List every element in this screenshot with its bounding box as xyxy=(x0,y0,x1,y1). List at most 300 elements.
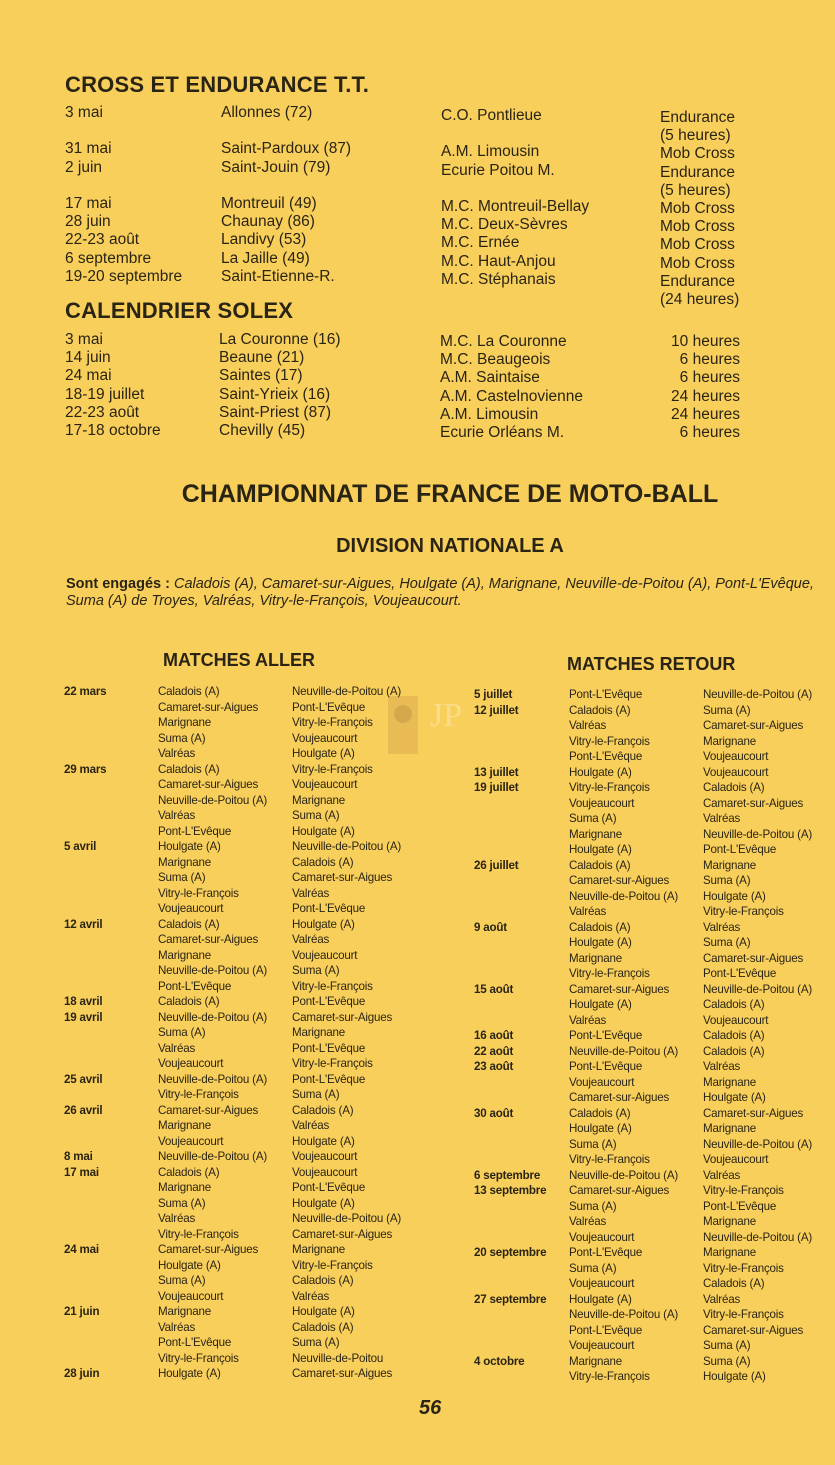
solex-durations-item: 6 heures xyxy=(679,423,740,441)
cross-dates-item: 28 juin xyxy=(65,213,111,231)
retour-home-item: Houlgate (A) xyxy=(569,936,632,949)
solex-places-item: Beaune (21) xyxy=(219,349,305,367)
aller-away-item: Voujeaucourt xyxy=(292,778,358,791)
aller-home-item: Caladois (A) xyxy=(158,917,220,931)
aller-home-item: Valréas xyxy=(158,1041,196,1055)
retour-dates-item: 12 juillet xyxy=(474,703,519,717)
aller-away-item: Pont-L'Evêque xyxy=(292,995,366,1008)
solex-places-item: Saint-Yrieix (16) xyxy=(219,385,331,403)
aller-away-item: Vitry-le-François xyxy=(292,716,373,729)
aller-away-item: Pont-L'Evêque xyxy=(292,1072,366,1086)
retour-dates-item: 13 septembre xyxy=(474,1184,547,1197)
retour-away-item: Neuville-de-Poitou (A) xyxy=(703,688,813,701)
aller-home-item: Valréas xyxy=(158,809,196,822)
solex-dates xyxy=(65,331,161,440)
retour-dates-item: 23 août xyxy=(474,1060,514,1073)
aller-dates-item xyxy=(64,793,106,809)
aller-away-item: Camaret-sur-Aigues xyxy=(292,1367,393,1380)
aller-away-item: Houlgate (A) xyxy=(292,917,355,931)
aller-home-item: Neuville-de-Poitou (A) xyxy=(158,793,268,807)
retour-away-item: Marignane xyxy=(703,734,756,748)
aller-home-item: Neuville-de-Poitou (A) xyxy=(158,964,268,977)
retour-away-item: Valréas xyxy=(703,1060,741,1073)
aller-away-item: Neuville-de-Poitou (A) xyxy=(292,840,402,853)
retour-dates-item: 16 août xyxy=(474,1029,514,1042)
retour-dates-item xyxy=(474,842,546,858)
cross-dates-item: 3 mai xyxy=(65,104,103,121)
retour-dates-item xyxy=(474,1152,546,1168)
aller-dates-item xyxy=(64,932,106,948)
aller-home-item: Houlgate (A) xyxy=(158,1258,221,1272)
solex-dates-item: 22-23 août xyxy=(65,403,140,421)
aller-away-item: Pont-L'Evêque xyxy=(292,902,366,915)
aller-dates-item xyxy=(64,870,106,886)
aller-dates-item xyxy=(64,963,106,979)
aller-dates-item xyxy=(64,948,106,964)
solex-places-item: Saintes (17) xyxy=(219,367,303,385)
retour-home-item: Houlgate (A) xyxy=(569,998,632,1011)
retour-away-item: Houlgate (A) xyxy=(703,889,766,903)
aller-dates-item xyxy=(64,886,106,902)
aller-home-item: Marignane xyxy=(158,1305,211,1318)
aller-away-item: Valréas xyxy=(292,1289,330,1303)
aller-home-item: Voujeaucourt xyxy=(158,1057,224,1070)
cross-types-item: Mob Cross xyxy=(660,254,735,272)
aller-away xyxy=(292,684,401,1382)
aller-away-item: Vitry-le-François xyxy=(292,1057,373,1070)
aller-away-item: Voujeaucourt xyxy=(292,1150,358,1163)
retour-away-item: Suma (A) xyxy=(703,874,751,887)
solex-title: CALENDRIER SOLEX xyxy=(65,298,294,323)
retour-away-item: Neuville-de-Poitou (A) xyxy=(703,982,813,996)
retour-dates-item xyxy=(474,935,546,951)
aller-away-item: Camaret-sur-Aigues xyxy=(292,871,393,884)
retour-home-item: Vitry-le-François xyxy=(569,967,650,980)
solex-dates-item: 18-19 juillet xyxy=(65,385,145,403)
solex-clubs xyxy=(440,333,583,442)
retour-home-item: Valréas xyxy=(569,905,607,918)
retour-dates-item xyxy=(474,734,546,750)
cross-clubs-item: M.C. Deux-Sèvres xyxy=(441,216,568,234)
aller-dates-item xyxy=(64,1211,106,1227)
retour-away-item: Valréas xyxy=(703,1168,741,1182)
aller-home-item: Caladois (A) xyxy=(158,1165,220,1179)
cross-types-item: (24 heures) xyxy=(660,290,740,308)
aller-dates-item: 24 mai xyxy=(64,1243,99,1256)
watermark-stamp-icon xyxy=(380,686,480,766)
retour-dates-item xyxy=(474,966,546,982)
solex-places xyxy=(219,331,341,440)
aller-away-item: Camaret-sur-Aigues xyxy=(292,1227,393,1241)
retour-home-item: Pont-L'Evêque xyxy=(569,1246,643,1259)
retour-dates-item: 30 août xyxy=(474,1106,514,1120)
cross-types-item: Endurance xyxy=(660,163,735,181)
retour-dates-item xyxy=(474,1261,546,1277)
retour-home-item: Houlgate (A) xyxy=(569,1122,632,1135)
aller-away-item: Suma (A) xyxy=(292,809,340,822)
retour-dates-item xyxy=(474,873,546,889)
championship-title: CHAMPIONNAT DE FRANCE DE MOTO-BALL xyxy=(181,480,719,508)
retour-home-item: Valréas xyxy=(569,1013,607,1027)
cross-places-item: Allonnes (72) xyxy=(221,104,313,121)
solex-clubs-item: A.M. Saintaise xyxy=(440,369,540,387)
cross-clubs-item: C.O. Pontlieue xyxy=(441,107,542,124)
solex-durations-item: 24 heures xyxy=(671,405,740,423)
aller-dates-item xyxy=(64,715,106,731)
aller-home-item: Camaret-sur-Aigues xyxy=(158,700,259,714)
retour-away-item: Neuville-de-Poitou (A) xyxy=(703,1230,813,1244)
aller-home-item: Voujeaucourt xyxy=(158,1134,224,1148)
cross-places-item: Landivy (53) xyxy=(221,231,307,249)
aller-dates-item xyxy=(64,824,106,840)
retour-dates-item: 20 septembre xyxy=(474,1246,547,1259)
retour-dates-item xyxy=(474,811,546,827)
aller-away-item: Caladois (A) xyxy=(292,1103,354,1117)
cross-dates-item: 22-23 août xyxy=(65,231,140,249)
aller-home-item: Voujeaucourt xyxy=(158,1289,224,1303)
aller-away-item: Voujeaucourt xyxy=(292,731,358,745)
aller-away-item: Houlgate (A) xyxy=(292,1134,355,1148)
aller-home-item: Vitry-le-François xyxy=(158,1088,239,1101)
aller-home-item: Suma (A) xyxy=(158,1196,206,1210)
retour-dates-item xyxy=(474,1013,546,1029)
cross-places-item: Saint-Pardoux (87) xyxy=(221,140,352,158)
retour-dates-item: 13 juillet xyxy=(474,765,519,779)
retour-home-item: Neuville-de-Poitou (A) xyxy=(569,1168,679,1182)
retour-dates-item: 26 juillet xyxy=(474,858,519,872)
retour-dates-item: 4 octobre xyxy=(474,1354,525,1368)
aller-home-item: Houlgate (A) xyxy=(158,840,221,853)
intro-teams: Caladois (A), Camaret-sur-Aigues, Houlgate (A), Marignane, Neuville-de-Poitou (A), Pont-L'Evêque, Suma (A) de Troyes, Valréas, Vitry-le-François, Voujeaucourt. xyxy=(66,576,814,609)
solex-clubs-item: A.M. Limousin xyxy=(440,405,539,423)
retour-away-item: Neuville-de-Poitou (A) xyxy=(703,1137,813,1151)
solex-durations-item: 24 heures xyxy=(671,387,740,405)
cross-places-item xyxy=(221,177,351,195)
retour-away-item: Suma (A) xyxy=(703,936,751,949)
aller-home-item: Voujeaucourt xyxy=(158,902,224,915)
retour-home-item: Suma (A) xyxy=(569,1261,617,1275)
retour-home-item: Camaret-sur-Aigues xyxy=(569,982,670,996)
aller-home-item: Valréas xyxy=(158,747,196,760)
cross-places xyxy=(221,104,351,286)
solex-durations-item: 6 heures xyxy=(679,351,740,369)
intro-paragraph xyxy=(66,576,835,610)
retour-home-item: Suma (A) xyxy=(569,1199,617,1213)
cross-title: CROSS ET ENDURANCE T.T. xyxy=(65,72,370,97)
cross-dates-item: 19-20 septembre xyxy=(65,267,183,285)
cross-dates-item: 6 septembre xyxy=(65,249,152,267)
retour-away-item: Valréas xyxy=(703,1292,741,1306)
cross-clubs-item: A.M. Limousin xyxy=(441,143,540,161)
retour-away-item: Caladois (A) xyxy=(703,998,765,1011)
solex-dates-item: 24 mai xyxy=(65,367,112,385)
retour-away-item: Caladois (A) xyxy=(703,1044,765,1058)
retour-dates-item xyxy=(474,1121,546,1137)
aller-dates-item xyxy=(64,901,106,917)
aller-dates-item xyxy=(64,1180,106,1196)
page-number: 56 xyxy=(419,1397,442,1419)
aller-home-item: Suma (A) xyxy=(158,731,206,745)
solex-durations-item: 6 heures xyxy=(679,369,740,387)
cross-dates-item xyxy=(65,177,182,195)
aller-away-item: Camaret-sur-Aigues xyxy=(292,1010,393,1024)
aller-away-item: Pont-L'Evêque xyxy=(292,1041,366,1055)
aller-home-item: Camaret-sur-Aigues xyxy=(158,1103,259,1117)
aller-away-item: Pont-L'Evêque xyxy=(292,700,366,714)
aller-away-item: Suma (A) xyxy=(292,1336,340,1349)
aller-dates-item xyxy=(64,1335,106,1351)
aller-home-item: Caladois (A) xyxy=(158,762,220,776)
aller-dates-item xyxy=(64,746,106,762)
aller-away-item: Voujeaucourt xyxy=(292,948,358,962)
aller-dates-item: 8 mai xyxy=(64,1150,93,1163)
retour-home-item: Vitry-le-François xyxy=(569,1370,650,1383)
aller-dates-item xyxy=(64,1258,106,1274)
aller-dates-item: 26 avril xyxy=(64,1103,103,1117)
retour-dates-item xyxy=(474,904,546,920)
aller-home-item: Houlgate (A) xyxy=(158,1367,221,1380)
aller-dates-item xyxy=(64,1289,106,1305)
retour-dates-item xyxy=(474,1338,546,1354)
retour-heading: MATCHES RETOUR xyxy=(567,654,736,674)
aller-dates-item xyxy=(64,855,106,871)
retour-away-item: Marignane xyxy=(703,858,756,872)
retour-away-item: Pont-L'Evêque xyxy=(703,967,777,980)
retour-away-item: Vitry-le-François xyxy=(703,905,784,918)
cross-dates-item: 31 mai xyxy=(65,140,112,158)
retour-home-item: Suma (A) xyxy=(569,812,617,825)
cross-clubs-item: Ecurie Poitou M. xyxy=(441,161,555,179)
aller-heading: MATCHES ALLER xyxy=(163,650,315,670)
retour-dates-item xyxy=(474,1137,546,1153)
cross-types-item: Endurance xyxy=(660,272,735,290)
aller-dates-item: 12 avril xyxy=(64,917,103,931)
aller-dates-item xyxy=(64,1273,106,1289)
aller-home-item: Camaret-sur-Aigues xyxy=(158,1243,259,1256)
retour-home-item: Valréas xyxy=(569,1215,607,1228)
aller-home-item: Marignane xyxy=(158,855,211,869)
cross-clubs-item: M.C. Haut-Anjou xyxy=(441,252,556,270)
intro-label: Sont engagés : xyxy=(66,576,170,592)
aller-away-item: Neuville-de-Poitou (A) xyxy=(292,685,402,698)
aller-dates-item: 28 juin xyxy=(64,1367,100,1380)
cross-places-item: Montreuil (49) xyxy=(221,194,317,212)
retour-dates-item: 19 juillet xyxy=(474,781,519,794)
retour-away-item: Voujeaucourt xyxy=(703,1013,769,1027)
retour-dates-item: 9 août xyxy=(474,920,507,934)
aller-away-item: Marignane xyxy=(292,1243,345,1256)
cross-dates-item xyxy=(65,122,182,140)
retour-away-item: Voujeaucourt xyxy=(703,1153,769,1166)
aller-dates-item: 21 juin xyxy=(64,1305,100,1318)
aller-away-item: Voujeaucourt xyxy=(292,1165,358,1179)
solex-dates-item: 17-18 octobre xyxy=(65,421,161,439)
retour-away-item: Voujeaucourt xyxy=(703,765,769,779)
retour-dates xyxy=(474,687,546,1385)
aller-dates-item xyxy=(64,1227,106,1243)
aller-home-item: Camaret-sur-Aigues xyxy=(158,778,259,791)
retour-home-item: Camaret-sur-Aigues xyxy=(569,1091,670,1104)
aller-away-item: Caladois (A) xyxy=(292,855,354,869)
retour-home-item: Neuville-de-Poitou (A) xyxy=(569,1308,679,1321)
aller-away-item: Houlgate (A) xyxy=(292,1305,355,1318)
retour-away-item: Camaret-sur-Aigues xyxy=(703,1323,804,1337)
retour-home-item: Suma (A) xyxy=(569,1137,617,1151)
aller-dates-item xyxy=(64,1025,106,1041)
aller-away-item: Vitry-le-François xyxy=(292,762,373,776)
aller-home-item: Valréas xyxy=(158,1320,196,1334)
retour-dates-item xyxy=(474,1369,546,1385)
aller-away-item: Houlgate (A) xyxy=(292,824,355,838)
aller-dates-item xyxy=(64,1056,106,1072)
retour-away-item: Neuville-de-Poitou (A) xyxy=(703,827,813,841)
retour-home-item: Houlgate (A) xyxy=(569,843,632,856)
retour-away-item: Marignane xyxy=(703,1122,756,1135)
aller-away-item: Caladois (A) xyxy=(292,1320,354,1334)
solex-places-item: Saint-Priest (87) xyxy=(219,403,331,421)
cross-types-item: Mob Cross xyxy=(660,236,735,254)
aller-home-item: Marignane xyxy=(158,1119,211,1132)
retour-dates-item xyxy=(474,951,546,967)
aller-dates-item: 25 avril xyxy=(64,1072,103,1086)
retour-away-item: Suma (A) xyxy=(703,703,751,717)
aller-home-item: Suma (A) xyxy=(158,871,206,884)
retour-away-item: Caladois (A) xyxy=(703,1029,765,1042)
retour-home-item: Voujeaucourt xyxy=(569,796,635,810)
retour-home-item: Pont-L'Evêque xyxy=(569,750,643,763)
retour-dates-item xyxy=(474,889,546,905)
retour-home-item: Voujeaucourt xyxy=(569,1230,635,1244)
retour-dates-item xyxy=(474,827,546,843)
solex-places-item: Chevilly (45) xyxy=(219,421,306,439)
retour-home-item: Vitry-le-François xyxy=(569,781,650,794)
retour-home xyxy=(569,687,678,1385)
cross-places-item: Saint-Jouin (79) xyxy=(221,158,331,176)
retour-away-item: Pont-L'Evêque xyxy=(703,1199,777,1213)
retour-home-item: Voujeaucourt xyxy=(569,1339,635,1352)
aller-home-item: Vitry-le-François xyxy=(158,1351,239,1365)
aller-home-item: Pont-L'Evêque xyxy=(158,1336,232,1349)
retour-home-item: Houlgate (A) xyxy=(569,1292,632,1306)
aller-away-item: Marignane xyxy=(292,793,345,807)
aller-home-item: Marignane xyxy=(158,716,211,729)
retour-away-item: Camaret-sur-Aigues xyxy=(703,951,804,965)
cross-types-item: Endurance xyxy=(660,109,735,126)
retour-dates-item: 6 septembre xyxy=(474,1168,541,1182)
retour-away-item: Marignane xyxy=(703,1075,756,1089)
cross-places-item: La Jaille (49) xyxy=(221,249,310,267)
aller-home-item: Pont-L'Evêque xyxy=(158,979,232,993)
retour-dates-item: 27 septembre xyxy=(474,1292,547,1306)
retour-away-item: Houlgate (A) xyxy=(703,1091,766,1104)
cross-clubs-item: M.C. Montreuil-Bellay xyxy=(441,197,590,215)
retour-home-item: Marignane xyxy=(569,1354,622,1368)
division-title: DIVISION NATIONALE A xyxy=(336,535,564,557)
cross-types-item: Mob Cross xyxy=(660,218,735,236)
retour-away-item: Pont-L'Evêque xyxy=(703,843,777,856)
solex-clubs-item: Ecurie Orléans M. xyxy=(440,423,565,441)
cross-clubs-item: M.C. Ernée xyxy=(441,234,520,252)
aller-away-item: Neuville-de-Poitou (A) xyxy=(292,1212,402,1225)
cross-places-item xyxy=(221,122,351,140)
retour-away-item: Camaret-sur-Aigues xyxy=(703,719,804,732)
cross-clubs-item xyxy=(441,180,589,198)
cross-types-item: Mob Cross xyxy=(660,145,735,163)
retour-home-item: Pont-L'Evêque xyxy=(569,1060,643,1073)
retour-away-item: Valréas xyxy=(703,812,741,825)
retour-dates-item xyxy=(474,1075,546,1091)
retour-away-item: Marignane xyxy=(703,1215,756,1228)
retour-home-item: Vitry-le-François xyxy=(569,1153,650,1166)
aller-home-item: Neuville-de-Poitou (A) xyxy=(158,1072,268,1086)
solex-durations-item: 10 heures xyxy=(671,333,740,350)
retour-away-item: Suma (A) xyxy=(703,1339,751,1352)
aller-away-item: Suma (A) xyxy=(292,1088,340,1101)
aller-home-item: Camaret-sur-Aigues xyxy=(158,933,259,946)
aller-home-item: Marignane xyxy=(158,948,211,962)
solex-clubs-item: M.C. La Couronne xyxy=(440,333,567,350)
cross-dates-item: 17 mai xyxy=(65,194,112,212)
retour-dates-item xyxy=(474,796,546,812)
retour-dates-item xyxy=(474,1230,546,1246)
aller-home-item: Caladois (A) xyxy=(158,685,220,698)
aller-dates-item xyxy=(64,1320,106,1336)
retour-home-item: Caladois (A) xyxy=(569,920,631,934)
retour-home-item: Houlgate (A) xyxy=(569,765,632,779)
cross-clubs-item: M.C. Stéphanais xyxy=(441,270,556,288)
aller-home-item: Marignane xyxy=(158,1181,211,1194)
aller-away-item: Valréas xyxy=(292,933,330,946)
retour-dates-item: 15 août xyxy=(474,982,514,996)
retour-dates-item xyxy=(474,1307,546,1323)
cross-types xyxy=(660,109,739,309)
aller-away-item: Marignane xyxy=(292,1026,345,1039)
aller-away-item: Pont-L'Evêque xyxy=(292,1181,366,1194)
solex-places-item: La Couronne (16) xyxy=(219,331,341,348)
aller-dates-item: 5 avril xyxy=(64,840,97,853)
aller-away-item: Neuville-de-Poitou xyxy=(292,1351,384,1365)
retour-away-item: Houlgate (A) xyxy=(703,1370,766,1383)
retour-away-item: Marignane xyxy=(703,1246,756,1259)
retour-home-item: Voujeaucourt xyxy=(569,1075,635,1089)
retour-home-item: Valréas xyxy=(569,719,607,732)
aller-dates xyxy=(64,684,106,1382)
cross-places-item: Saint-Etienne-R. xyxy=(221,267,335,285)
retour-away-item: Voujeaucourt xyxy=(703,750,769,763)
retour-dates-item xyxy=(474,1214,546,1230)
aller-dates-item xyxy=(64,1087,106,1103)
cross-types-item: Mob Cross xyxy=(660,199,735,217)
retour-home-item: Vitry-le-François xyxy=(569,734,650,748)
retour-dates-item: 22 août xyxy=(474,1044,514,1058)
retour-away-item: Vitry-le-François xyxy=(703,1184,784,1197)
aller-home-item: Neuville-de-Poitou (A) xyxy=(158,1010,268,1024)
aller-away-item: Vitry-le-François xyxy=(292,979,373,993)
aller-home-item: Suma (A) xyxy=(158,1274,206,1287)
retour-dates-item xyxy=(474,1090,546,1106)
aller-dates-item xyxy=(64,1196,106,1212)
aller-away-item: Houlgate (A) xyxy=(292,1196,355,1210)
aller-dates-item xyxy=(64,777,106,793)
retour-home-item: Camaret-sur-Aigues xyxy=(569,874,670,887)
aller-home-item: Neuville-de-Poitou (A) xyxy=(158,1150,268,1163)
aller-home-item: Vitry-le-François xyxy=(158,886,239,900)
retour-home-item: Pont-L'Evêque xyxy=(569,1029,643,1042)
aller-away-item: Caladois (A) xyxy=(292,1274,354,1287)
retour-home-item: Pont-L'Evêque xyxy=(569,688,643,701)
aller-dates-item: 17 mai xyxy=(64,1165,99,1179)
retour-home-item: Voujeaucourt xyxy=(569,1277,635,1290)
